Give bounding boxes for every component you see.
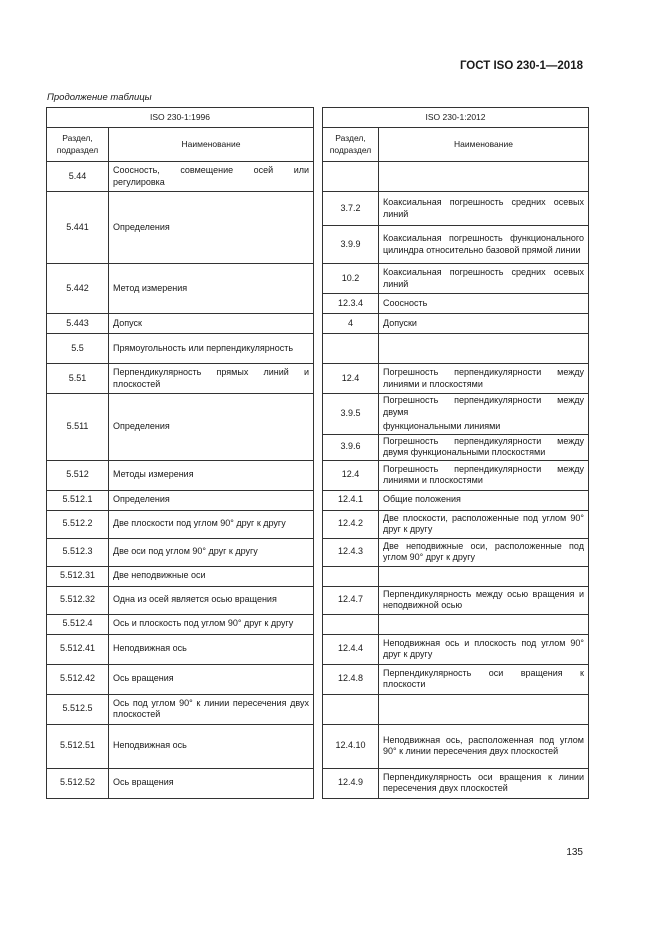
table-row bbox=[47, 724, 589, 768]
column-gap bbox=[314, 364, 323, 394]
name-1996: Прямоугольность или перпендикулярность bbox=[109, 334, 314, 364]
section-2012 bbox=[323, 566, 379, 586]
section-header-left: Раздел, подраздел bbox=[47, 128, 109, 162]
name-2012 bbox=[379, 510, 589, 538]
name-1996: Метод измерения bbox=[109, 264, 314, 314]
section-2012: 12.4.4 bbox=[323, 634, 379, 664]
section-1996: 5.512.5 bbox=[47, 694, 109, 724]
name-1996: Две неподвижные оси bbox=[109, 566, 314, 586]
section-1996: 5.442 bbox=[47, 264, 109, 314]
name-2012 bbox=[379, 314, 589, 334]
table-row bbox=[47, 634, 589, 664]
section-1996: 5.443 bbox=[47, 314, 109, 334]
name-2012-text: Погрешность перпендикулярности между линиями и плоскостями bbox=[383, 463, 584, 485]
table-row bbox=[47, 694, 589, 724]
name-1996: Допуск bbox=[109, 314, 314, 334]
name-2012 bbox=[379, 566, 589, 586]
name-2012 bbox=[379, 634, 589, 664]
table-row bbox=[47, 192, 589, 226]
column-gap bbox=[314, 314, 323, 334]
name-2012 bbox=[379, 586, 589, 614]
section-2012 bbox=[323, 334, 379, 364]
name-2012-text: Допуски bbox=[383, 317, 417, 328]
column-gap bbox=[314, 586, 323, 614]
section-2012: 12.4.1 bbox=[323, 490, 379, 510]
name-2012 bbox=[379, 394, 589, 435]
section-1996: 5.512.42 bbox=[47, 664, 109, 694]
name-2012-text: Перпендикулярность оси вращения к линии пересечения двух плоскостей bbox=[383, 771, 584, 793]
name-2012 bbox=[379, 334, 589, 364]
section-2012: 12.3.4 bbox=[323, 294, 379, 314]
section-2012: 12.4.3 bbox=[323, 538, 379, 566]
column-gap bbox=[314, 614, 323, 634]
column-gap bbox=[314, 538, 323, 566]
name-1996: Одна из осей является осью вращения bbox=[109, 586, 314, 614]
name-2012-text: Коаксиальная погрешность средних осевых линий bbox=[383, 197, 584, 219]
section-2012: 3.9.5 bbox=[323, 394, 379, 435]
name-1996: Определения bbox=[109, 394, 314, 461]
table-row bbox=[47, 586, 589, 614]
name-1996: Две плоскости под углом 90° друг к другу bbox=[109, 510, 314, 538]
table-row bbox=[47, 314, 589, 334]
name-2012-text: Общие положения bbox=[383, 494, 461, 505]
table-row bbox=[47, 264, 589, 294]
section-2012: 12.4 bbox=[323, 460, 379, 490]
name-2012 bbox=[379, 614, 589, 634]
table-row bbox=[47, 334, 589, 364]
column-gap bbox=[314, 510, 323, 538]
column-gap bbox=[314, 264, 323, 314]
section-1996: 5.512.32 bbox=[47, 586, 109, 614]
section-2012 bbox=[323, 162, 379, 192]
name-2012 bbox=[379, 694, 589, 724]
column-gap bbox=[314, 128, 323, 162]
name-2012 bbox=[379, 364, 589, 394]
section-1996: 5.441 bbox=[47, 192, 109, 264]
column-gap bbox=[314, 664, 323, 694]
section-1996: 5.44 bbox=[47, 162, 109, 192]
name-2012-text: Перпендикулярность между осью вращения и неподвижной осью bbox=[383, 588, 584, 610]
name-1996: Определения bbox=[109, 490, 314, 510]
column-gap bbox=[314, 490, 323, 510]
table-row bbox=[47, 162, 589, 192]
section-1996: 5.512.3 bbox=[47, 538, 109, 566]
name-2012 bbox=[379, 538, 589, 566]
section-2012: 12.4.10 bbox=[323, 724, 379, 768]
section-1996: 5.51 bbox=[47, 364, 109, 394]
section-1996: 5.512.41 bbox=[47, 634, 109, 664]
comparison-table-wrap bbox=[46, 107, 589, 799]
table-body bbox=[47, 162, 589, 799]
name-2012-text: Коаксиальная погрешность средних осевых линий bbox=[383, 267, 584, 289]
group-header-1996: ISO 230-1:1996 bbox=[47, 108, 314, 128]
section-2012: 12.4.9 bbox=[323, 768, 379, 798]
column-gap bbox=[314, 162, 323, 192]
name-1996: Ось вращения bbox=[109, 768, 314, 798]
column-gap bbox=[314, 394, 323, 461]
name-2012-text: Погрешность перпендикулярности между линиями и плоскостями bbox=[383, 367, 584, 389]
name-2012 bbox=[379, 226, 589, 264]
column-gap bbox=[314, 334, 323, 364]
table-row bbox=[47, 460, 589, 490]
name-2012 bbox=[379, 768, 589, 798]
comparison-table bbox=[46, 107, 589, 799]
section-1996: 5.512.51 bbox=[47, 724, 109, 768]
column-gap bbox=[314, 768, 323, 798]
page-number: 135 bbox=[566, 847, 583, 858]
section-1996: 5.5 bbox=[47, 334, 109, 364]
section-1996: 5.511 bbox=[47, 394, 109, 461]
section-1996: 5.512 bbox=[47, 460, 109, 490]
section-header-right: Раздел, подраздел bbox=[323, 128, 379, 162]
section-2012: 3.9.6 bbox=[323, 434, 379, 460]
name-2012-text: Неподвижная ось и плоскость под углом 90° друг к другу bbox=[383, 637, 584, 659]
table-row bbox=[47, 664, 589, 694]
name-2012 bbox=[379, 192, 589, 226]
table-row bbox=[47, 364, 589, 394]
section-2012: 10.2 bbox=[323, 264, 379, 294]
column-gap bbox=[314, 108, 323, 128]
name-header-right: Наименование bbox=[379, 128, 589, 162]
document-code: ГОСТ ISO 230-1—2018 bbox=[459, 60, 583, 72]
section-1996: 5.512.4 bbox=[47, 614, 109, 634]
section-2012: 12.4.8 bbox=[323, 664, 379, 694]
section-2012: 12.4.7 bbox=[323, 586, 379, 614]
section-2012: 4 bbox=[323, 314, 379, 334]
table-row bbox=[47, 490, 589, 510]
column-gap bbox=[314, 724, 323, 768]
column-gap bbox=[314, 460, 323, 490]
section-2012 bbox=[323, 694, 379, 724]
section-1996: 5.512.1 bbox=[47, 490, 109, 510]
name-2012-text: Погрешность перпендикулярности между двумя функциональными плоскостями bbox=[383, 435, 584, 457]
name-1996: Две оси под углом 90° друг к другу bbox=[109, 538, 314, 566]
name-2012-text: Перпендикулярность оси вращения к плоскости bbox=[383, 667, 584, 689]
name-2012-text: Две неподвижные оси, расположенные под углом 90° друг к другу bbox=[383, 540, 584, 562]
section-2012: 12.4 bbox=[323, 364, 379, 394]
name-1996: Методы измерения bbox=[109, 460, 314, 490]
name-2012-text: Неподвижная ось, расположенная под углом 90° к линии пересечения двух плоскостей bbox=[383, 734, 584, 756]
column-gap bbox=[314, 694, 323, 724]
name-1996: Соосность, совмещение осей или регулировка bbox=[109, 162, 314, 192]
name-1996: Перпендикулярность прямых линий и плоскостей bbox=[109, 364, 314, 394]
section-2012: 12.4.2 bbox=[323, 510, 379, 538]
table-row bbox=[47, 566, 589, 586]
section-2012 bbox=[323, 614, 379, 634]
name-2012 bbox=[379, 264, 589, 294]
name-2012-text: Соосность bbox=[383, 297, 428, 308]
table-row bbox=[47, 768, 589, 798]
name-2012-text: Коаксиальная погрешность функционального цилиндра относительно базовой прямой линии bbox=[383, 233, 584, 255]
name-2012 bbox=[379, 162, 589, 192]
column-gap bbox=[314, 634, 323, 664]
column-gap bbox=[314, 566, 323, 586]
name-2012-text-continued: функциональными линиями bbox=[383, 421, 501, 431]
name-1996: Ось и плоскость под углом 90° друг к другу bbox=[109, 614, 314, 634]
table-row bbox=[47, 538, 589, 566]
name-2012 bbox=[379, 664, 589, 694]
name-2012 bbox=[379, 724, 589, 768]
name-2012-text: Две плоскости, расположенные под углом 90° друг к другу bbox=[383, 512, 584, 534]
name-1996: Ось под углом 90° к линии пересечения двух плоскостей bbox=[109, 694, 314, 724]
name-1996: Неподвижная ось bbox=[109, 634, 314, 664]
name-2012-text: Погрешность перпендикулярности между двумя bbox=[383, 395, 584, 417]
name-2012 bbox=[379, 434, 589, 460]
name-header-left: Наименование bbox=[109, 128, 314, 162]
name-2012 bbox=[379, 460, 589, 490]
name-1996: Неподвижная ось bbox=[109, 724, 314, 768]
section-2012: 3.9.9 bbox=[323, 226, 379, 264]
group-header-2012: ISO 230-1:2012 bbox=[323, 108, 589, 128]
name-1996: Определения bbox=[109, 192, 314, 264]
table-row bbox=[47, 510, 589, 538]
name-1996: Ось вращения bbox=[109, 664, 314, 694]
section-1996: 5.512.2 bbox=[47, 510, 109, 538]
section-2012: 3.7.2 bbox=[323, 192, 379, 226]
column-gap bbox=[314, 192, 323, 264]
name-2012 bbox=[379, 294, 589, 314]
table-caption: Продолжение таблицы bbox=[47, 92, 152, 103]
name-2012 bbox=[379, 490, 589, 510]
section-1996: 5.512.31 bbox=[47, 566, 109, 586]
table-row bbox=[47, 614, 589, 634]
table-row bbox=[47, 394, 589, 435]
section-1996: 5.512.52 bbox=[47, 768, 109, 798]
